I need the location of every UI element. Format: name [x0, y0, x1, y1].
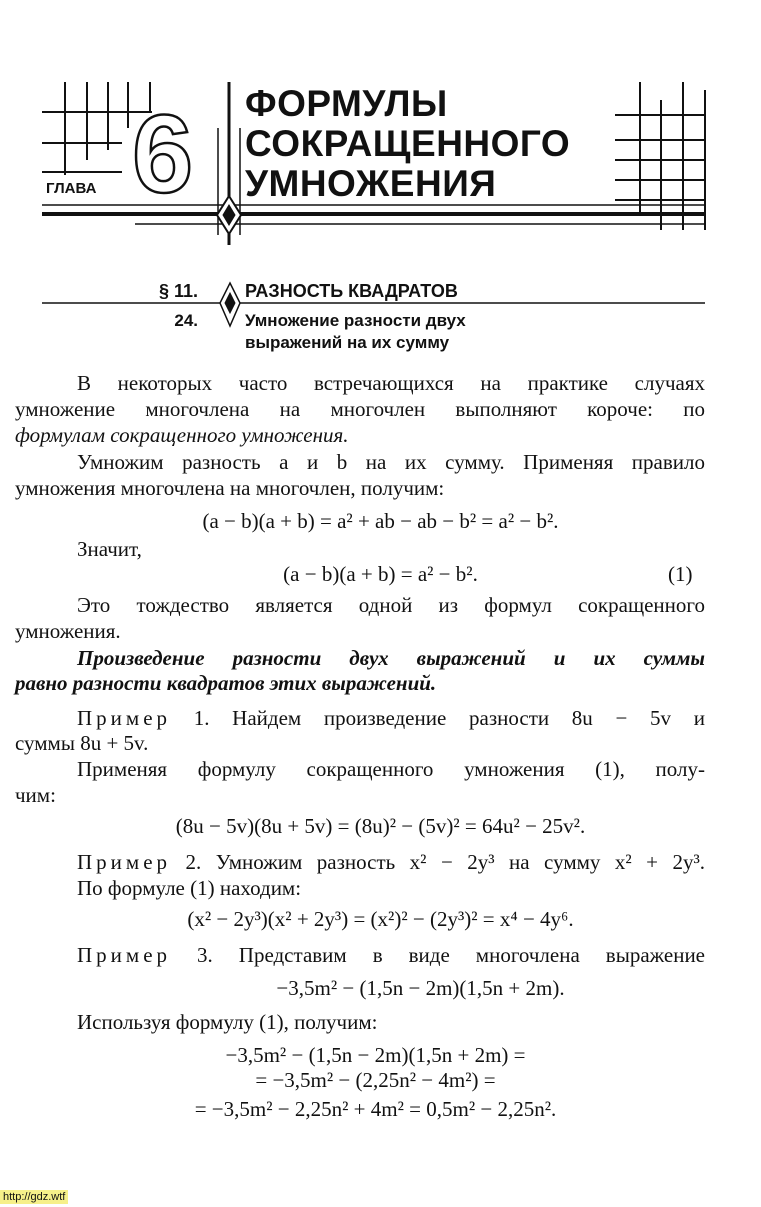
- paragraph-title: РАЗНОСТЬ КВАДРАТОВ: [245, 281, 458, 301]
- example-3-line: [77, 942, 705, 968]
- example-label: Пример: [77, 943, 172, 967]
- formula: = −3,5m² − 2,25n² + 4m² = 0,5m² − 2,25n².: [194, 1097, 557, 1121]
- text-line: умножения многочлена на многочлен, получим:: [15, 476, 445, 500]
- rule-statement-line-1: Произведение разности двух выражений и их суммы: [77, 646, 705, 670]
- example-label: Пример: [77, 706, 172, 730]
- chapter-title-line-3: УМНОЖЕНИЯ: [245, 163, 497, 204]
- formula-1: (a − b)(a + b) = a² − b².: [283, 562, 478, 586]
- text-line: Умножим разность a и b на их сумму. Применяя правило: [77, 450, 705, 474]
- watermark-link[interactable]: http://gdz.wtf: [0, 1190, 68, 1204]
- item-title-line-2: выражений на их сумму: [245, 333, 450, 352]
- formula-number: (1): [668, 562, 693, 586]
- text-line: чим:: [15, 783, 56, 807]
- chapter-number-graphic: 6: [132, 93, 194, 216]
- rule-statement-line-2: равно разности квадратов этих выражений.: [15, 671, 437, 695]
- formula: −3,5m² − (1,5n − 2m)(1,5n + 2m) =: [225, 1043, 526, 1067]
- example-label: Пример: [77, 850, 172, 874]
- text-line: суммы 8u + 5v.: [15, 731, 149, 755]
- example-text: 2. Умножим разность x² − 2y³ на сумму x² + 2y³.: [185, 850, 706, 874]
- formula: (8u − 5v)(8u + 5v) = (8u)² − (5v)² = 64u² − 25v².: [175, 814, 586, 838]
- example-text: 3. Представим в виде многочлена выражение: [197, 943, 705, 967]
- chapter-title-line-2: СОКРАЩЕННОГО: [245, 123, 571, 164]
- formula: (x² − 2y³)(x² + 2y³) = (x²)² − (2y³)² = x⁴ − 4y⁶.: [187, 907, 574, 931]
- example-1-line: [77, 705, 705, 731]
- text-line: Это тождество является одной из формул сокращенного: [77, 593, 705, 617]
- text-line: Применяя формулу сокращенного умножения (1), полу-: [77, 757, 705, 781]
- formula: (a − b)(a + b) = a² + ab − ab − b² = a² − b².: [202, 509, 559, 533]
- text-line-italic: формулам сокращенного умножения.: [15, 423, 349, 447]
- text-line: По формуле (1) находим:: [77, 876, 302, 900]
- text-line: В некоторых часто встречающихся на практике случаях: [77, 371, 705, 395]
- item-title-line-1: Умножение разности двух: [245, 311, 466, 330]
- chapter-title-line-1: ФОРМУЛЫ: [245, 83, 448, 124]
- formula: = −3,5m² − (2,25n² − 4m²) =: [255, 1068, 496, 1092]
- example-2-line: [77, 849, 705, 875]
- example-text: 1. Найдем произведение разности 8u − 5v и: [193, 706, 705, 730]
- paragraph-number: § 11.: [158, 281, 198, 301]
- text-line: умножения.: [15, 619, 121, 643]
- text-line: Используя формулу (1), получим:: [77, 1010, 378, 1034]
- text-line: Значит,: [77, 537, 142, 561]
- formula: −3,5m² − (1,5n − 2m)(1,5n + 2m).: [276, 976, 565, 1000]
- text-line: умножение многочлена на многочлен выполняют короче: по: [15, 397, 705, 421]
- item-number: 24.: [174, 311, 198, 330]
- chapter-label: ГЛАВА: [46, 180, 97, 197]
